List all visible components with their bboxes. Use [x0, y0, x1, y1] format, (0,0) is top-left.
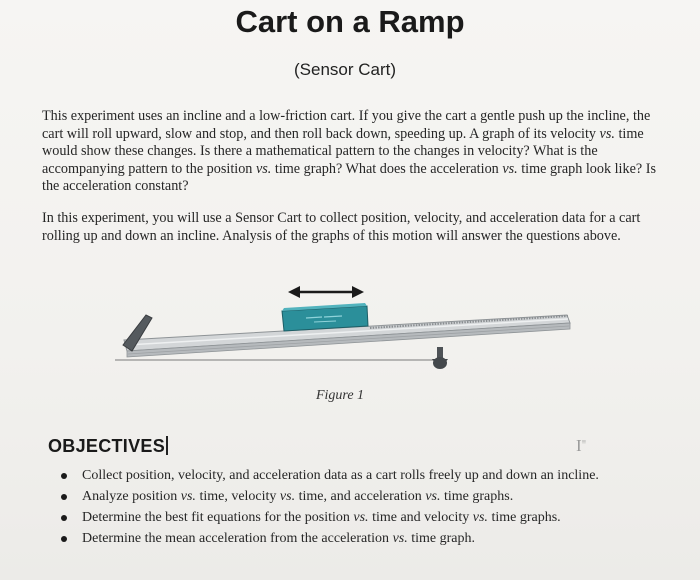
objectives-heading-text: OBJECTIVES	[48, 436, 166, 456]
ibeam-cursor-icon: I≡	[576, 436, 587, 455]
italic-run: vs.	[472, 510, 488, 525]
text-run: time graphs.	[487, 510, 561, 525]
objectives-heading	[48, 436, 168, 457]
text-run: In this experiment, you will use a Sensor Cart to collect position, velocity, and acceleration data for a cart rolling up and down an incline. Analysis of the graphs of this motion will answer the questions above.	[42, 210, 641, 244]
italic-run: vs.	[180, 489, 196, 504]
intro-paragraph-2	[42, 210, 662, 245]
objectives-list	[60, 465, 670, 549]
text-run: time graph look like? Is the acceleration constant?	[42, 160, 656, 194]
objective-text	[82, 468, 599, 483]
italic-run: vs.	[353, 510, 369, 525]
text-run: time graph? What does the acceleration	[271, 160, 503, 177]
text-run: Analyze position	[82, 489, 181, 504]
text-run: Determine the best fit equations for the position	[82, 510, 354, 525]
objective-text	[82, 510, 561, 525]
italic-run: vs.	[255, 160, 272, 177]
italic-run: vs.	[425, 489, 441, 504]
bullet-icon	[61, 494, 67, 500]
list-item	[60, 528, 670, 549]
italic-run: vs.	[599, 125, 615, 142]
text-run: time and velocity	[368, 510, 473, 525]
text-run: time, and acceleration	[295, 489, 426, 504]
support-leg	[432, 347, 448, 369]
bullet-icon	[61, 536, 67, 542]
motion-arrow-icon	[288, 286, 364, 298]
list-item	[60, 465, 670, 486]
intro-paragraph-1	[42, 108, 662, 196]
page-title: Cart on a Ramp	[235, 4, 465, 39]
text-run: Collect position, velocity, and acceleration data as a cart rolls freely up and down an incline.	[82, 468, 599, 483]
cart-ramp-figure	[110, 275, 580, 375]
italic-run: vs.	[279, 489, 296, 504]
italic-run: vs.	[392, 531, 408, 546]
objective-text	[82, 489, 513, 504]
list-item	[60, 486, 670, 507]
italic-run: vs.	[502, 160, 518, 177]
text-run: time, velocity	[195, 489, 280, 504]
text-run: time graphs.	[440, 489, 514, 504]
objective-text	[82, 531, 475, 546]
text-run: time would show these changes. Is there a mathematical pattern to the changes in velocity? What is the accompanying pattern to the position	[42, 125, 644, 177]
bullet-icon	[61, 515, 67, 521]
text-run: Determine the mean acceleration from the acceleration	[82, 531, 393, 546]
text-cursor-icon	[166, 436, 168, 455]
list-item	[60, 507, 670, 528]
sensor-cart	[282, 303, 368, 331]
text-run: time graph.	[407, 531, 475, 546]
figure-caption: Figure 1	[315, 388, 365, 403]
page-subtitle: (Sensor Cart)	[293, 60, 397, 79]
bullet-icon	[61, 473, 67, 479]
ibeam-glyph: I	[576, 436, 582, 455]
text-run: This experiment uses an incline and a low-friction cart. If you give the cart a gentle push up the incline, the cart will roll upward, slow and stop, and then roll back down, speeding up. A graph of its velocity	[42, 108, 651, 142]
